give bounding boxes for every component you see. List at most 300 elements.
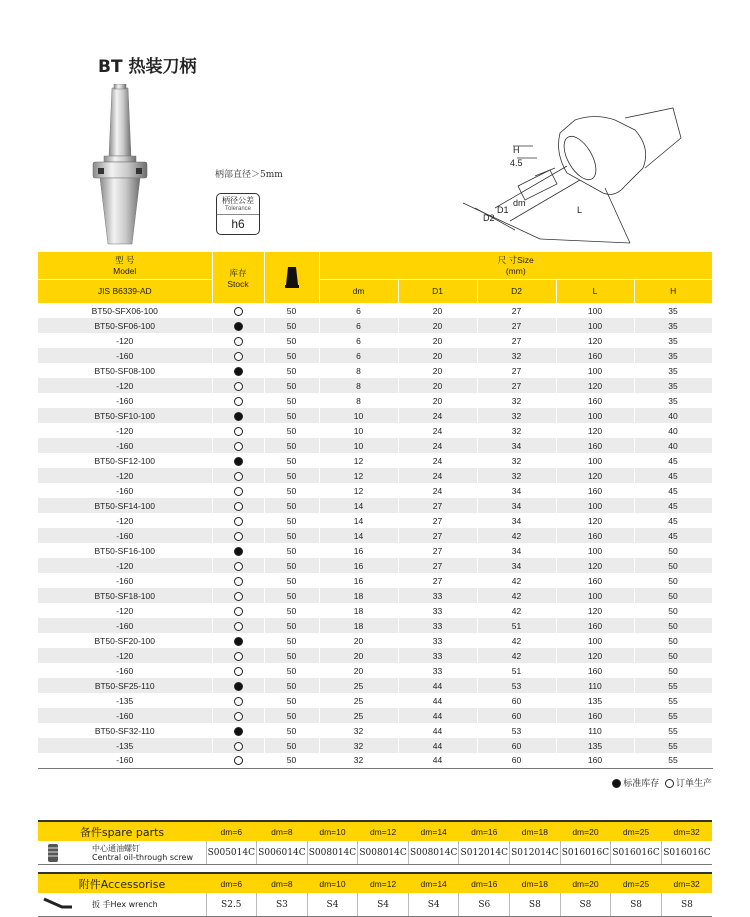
pack-cell: 50 <box>264 378 319 393</box>
model-cell: -160 <box>38 348 212 363</box>
pack-cell: 50 <box>264 483 319 498</box>
l-cell: 100 <box>556 498 634 513</box>
spare-value: S012014C <box>510 841 561 865</box>
stock-open-dot <box>234 352 243 361</box>
d1-cell: 33 <box>398 588 477 603</box>
d1-cell: 44 <box>398 723 477 738</box>
d2-cell: 42 <box>477 573 556 588</box>
l-cell: 100 <box>556 633 634 648</box>
l-cell: 120 <box>556 378 634 393</box>
stock-open-dot <box>234 307 243 316</box>
l-cell: 120 <box>556 333 634 348</box>
stock-cell <box>212 438 264 453</box>
stock-header: 库存 Stock <box>212 252 264 303</box>
d2-cell: 32 <box>477 408 556 423</box>
d1-cell: 20 <box>398 318 477 333</box>
h-cell: 55 <box>634 738 712 753</box>
dm-cell: 25 <box>319 678 398 693</box>
legend-order: 订单生产 <box>675 779 712 789</box>
pack-cell: 50 <box>264 333 319 348</box>
dm-cell: 12 <box>319 483 398 498</box>
h-cell: 50 <box>634 603 712 618</box>
pack-cell: 50 <box>264 453 319 468</box>
model-cell: BT50-SF10-100 <box>38 408 212 423</box>
stock-open-dot <box>234 756 243 765</box>
l-cell: 120 <box>556 423 634 438</box>
stock-filled-dot <box>234 322 243 331</box>
d2-cell: 34 <box>477 513 556 528</box>
l-cell: 100 <box>556 303 634 318</box>
h-cell: 45 <box>634 528 712 543</box>
pack-cell: 50 <box>264 648 319 663</box>
dm-cell: 14 <box>319 513 398 528</box>
stock-open-dot <box>234 622 243 631</box>
model-cell: -160 <box>38 573 212 588</box>
l-cell: 120 <box>556 558 634 573</box>
pack-cell: 50 <box>264 588 319 603</box>
accessorise-size-header: dm=6 <box>206 873 257 893</box>
dm-cell: 6 <box>319 348 398 363</box>
h-cell: 35 <box>634 303 712 318</box>
d1-cell: 33 <box>398 663 477 678</box>
accessorise-size-header: dm=12 <box>358 873 409 893</box>
l-cell: 120 <box>556 513 634 528</box>
model-cell: BT50-SF16-100 <box>38 543 212 558</box>
model-cell: -135 <box>38 738 212 753</box>
dm-cell: 25 <box>319 693 398 708</box>
stock-cell <box>212 453 264 468</box>
spare-value: S005014C <box>206 841 257 865</box>
h-cell: 50 <box>634 558 712 573</box>
model-cell: -120 <box>38 603 212 618</box>
spare-value: S016016C <box>661 841 712 865</box>
stock-cell <box>212 663 264 678</box>
l-cell: 160 <box>556 573 634 588</box>
stock-open-dot <box>234 667 243 676</box>
dm-cell: 18 <box>319 588 398 603</box>
stock-cell <box>212 648 264 663</box>
accessorise-table <box>38 872 712 917</box>
d1-cell: 33 <box>398 603 477 618</box>
d1-cell: 20 <box>398 348 477 363</box>
stock-open-dot <box>234 712 243 721</box>
dm-cell: 6 <box>319 333 398 348</box>
spare-size-header: dm=12 <box>358 821 409 841</box>
table-row <box>38 318 712 333</box>
model-cell: BT50-SF08-100 <box>38 363 212 378</box>
stock-open-dot <box>234 607 243 616</box>
accessorise-value: S8 <box>661 893 712 917</box>
d2-cell: 34 <box>477 483 556 498</box>
model-cell: -120 <box>38 378 212 393</box>
spare-size-header: dm=8 <box>257 821 308 841</box>
accessorise-size-header: dm=16 <box>459 873 510 893</box>
d2-cell: 34 <box>477 558 556 573</box>
dm-cell: 32 <box>319 723 398 738</box>
d1-cell: 20 <box>398 378 477 393</box>
dm-cell: 18 <box>319 603 398 618</box>
d1-cell: 44 <box>398 738 477 753</box>
legend <box>612 776 712 789</box>
table-row <box>38 333 712 348</box>
d2-cell: 32 <box>477 453 556 468</box>
accessorise-value: S4 <box>358 893 409 917</box>
tolerance-box <box>216 193 260 235</box>
accessorise-value: S3 <box>257 893 308 917</box>
h-cell: 50 <box>634 543 712 558</box>
table-row <box>38 378 712 393</box>
pack-cell: 50 <box>264 558 319 573</box>
table-row <box>38 348 712 363</box>
h-cell: 55 <box>634 708 712 723</box>
pack-cell: 50 <box>264 693 319 708</box>
dm-cell: 32 <box>319 738 398 753</box>
stock-open-dot <box>234 517 243 526</box>
spare-value: S008014C <box>307 841 358 865</box>
l-cell: 100 <box>556 453 634 468</box>
spare-value: S016016C <box>611 841 662 865</box>
accessorise-value: S2.5 <box>206 893 257 917</box>
pack-cell: 50 <box>264 618 319 633</box>
d2-cell: 34 <box>477 543 556 558</box>
table-row <box>38 603 712 618</box>
l-cell: 100 <box>556 408 634 423</box>
model-cell: BT50-SF25-110 <box>38 678 212 693</box>
stock-cell <box>212 618 264 633</box>
h-cell: 50 <box>634 648 712 663</box>
accessorise-size-header: dm=25 <box>611 873 662 893</box>
d1-cell: 44 <box>398 678 477 693</box>
pack-cell: 50 <box>264 603 319 618</box>
col-L-header: L <box>556 279 634 303</box>
stock-cell <box>212 543 264 558</box>
d1-cell: 20 <box>398 393 477 408</box>
l-cell: 100 <box>556 588 634 603</box>
dm-cell: 6 <box>319 318 398 333</box>
model-cell: -160 <box>38 483 212 498</box>
table-row <box>38 663 712 678</box>
dm-cell: 10 <box>319 438 398 453</box>
d2-cell: 34 <box>477 438 556 453</box>
spare-value: S012014C <box>459 841 510 865</box>
accessorise-title: 附件Accessorise <box>38 873 206 893</box>
model-cell: BT50-SF12-100 <box>38 453 212 468</box>
d2-cell: 27 <box>477 303 556 318</box>
dm-cell: 10 <box>319 408 398 423</box>
model-cell: -135 <box>38 693 212 708</box>
diagram-label-dm: dm <box>513 198 526 208</box>
size-header: 尺 寸Size (mm) <box>319 252 712 279</box>
model-cell: -160 <box>38 393 212 408</box>
table-row <box>38 588 712 603</box>
table-row <box>38 438 712 453</box>
pack-cell: 50 <box>264 663 319 678</box>
h-cell: 35 <box>634 333 712 348</box>
stock-cell <box>212 333 264 348</box>
l-cell: 160 <box>556 708 634 723</box>
d2-cell: 27 <box>477 378 556 393</box>
spare-value: S016016C <box>560 841 611 865</box>
table-row <box>38 618 712 633</box>
h-cell: 50 <box>634 588 712 603</box>
l-cell: 160 <box>556 483 634 498</box>
stock-open-dot <box>234 397 243 406</box>
h-cell: 55 <box>634 723 712 738</box>
h-cell: 40 <box>634 423 712 438</box>
d1-cell: 33 <box>398 648 477 663</box>
package-icon <box>284 265 300 289</box>
stock-cell <box>212 573 264 588</box>
accessorise-size-header: dm=32 <box>661 873 712 893</box>
stock-cell <box>212 498 264 513</box>
d2-cell: 27 <box>477 363 556 378</box>
stock-cell <box>212 528 264 543</box>
spare-value: S008014C <box>358 841 409 865</box>
accessorise-item: 扳 手Hex wrench <box>38 893 206 917</box>
stock-cell <box>212 753 264 768</box>
pack-cell: 50 <box>264 528 319 543</box>
stock-open-dot <box>234 697 243 706</box>
l-cell: 160 <box>556 663 634 678</box>
dm-cell: 32 <box>319 753 398 768</box>
d1-cell: 20 <box>398 363 477 378</box>
stock-open-dot <box>234 502 243 511</box>
model-cell: -120 <box>38 513 212 528</box>
spare-size-header: dm=32 <box>661 821 712 841</box>
d1-cell: 27 <box>398 558 477 573</box>
dm-cell: 14 <box>319 528 398 543</box>
d2-cell: 42 <box>477 648 556 663</box>
accessorise-value: S6 <box>459 893 510 917</box>
l-cell: 110 <box>556 723 634 738</box>
table-row <box>38 693 712 708</box>
dm-cell: 20 <box>319 648 398 663</box>
pack-cell: 50 <box>264 363 319 378</box>
table-row <box>38 633 712 648</box>
col-H-header: H <box>634 279 712 303</box>
stock-cell <box>212 558 264 573</box>
h-cell: 55 <box>634 678 712 693</box>
model-cell: -120 <box>38 468 212 483</box>
pack-cell: 50 <box>264 633 319 648</box>
model-cell: -160 <box>38 438 212 453</box>
stock-cell <box>212 468 264 483</box>
l-cell: 135 <box>556 693 634 708</box>
table-row <box>38 453 712 468</box>
pack-cell: 50 <box>264 678 319 693</box>
stock-cell <box>212 378 264 393</box>
spare-size-header: dm=16 <box>459 821 510 841</box>
accessorise-value: S4 <box>408 893 459 917</box>
model-cell: -160 <box>38 618 212 633</box>
stock-filled-dot <box>234 367 243 376</box>
accessorise-size-header: dm=10 <box>307 873 358 893</box>
table-row <box>38 408 712 423</box>
d1-cell: 20 <box>398 333 477 348</box>
l-cell: 120 <box>556 648 634 663</box>
dm-cell: 16 <box>319 558 398 573</box>
l-cell: 110 <box>556 678 634 693</box>
spare-parts-table <box>38 820 712 865</box>
model-cell: -160 <box>38 708 212 723</box>
table-row <box>38 738 712 753</box>
d1-cell: 27 <box>398 498 477 513</box>
model-cell: -120 <box>38 423 212 438</box>
stock-cell <box>212 348 264 363</box>
stock-open-dot <box>234 577 243 586</box>
d2-cell: 32 <box>477 393 556 408</box>
dm-cell: 8 <box>319 363 398 378</box>
stock-open-dot <box>234 562 243 571</box>
pack-cell: 50 <box>264 573 319 588</box>
d2-cell: 42 <box>477 528 556 543</box>
d2-cell: 32 <box>477 348 556 363</box>
model-cell: BT50-SF32-110 <box>38 723 212 738</box>
table-row <box>38 648 712 663</box>
dm-cell: 16 <box>319 573 398 588</box>
d2-cell: 53 <box>477 723 556 738</box>
d2-cell: 27 <box>477 318 556 333</box>
pack-cell: 50 <box>264 303 319 318</box>
pack-cell: 50 <box>264 543 319 558</box>
table-row <box>38 723 712 738</box>
pack-cell: 50 <box>264 438 319 453</box>
stock-cell <box>212 483 264 498</box>
l-cell: 100 <box>556 543 634 558</box>
stock-cell <box>212 423 264 438</box>
h-cell: 40 <box>634 408 712 423</box>
l-cell: 160 <box>556 528 634 543</box>
h-cell: 35 <box>634 378 712 393</box>
tolerance-label-cn: 柄径公差 <box>222 196 254 205</box>
accessorise-size-header: dm=14 <box>408 873 459 893</box>
d2-cell: 53 <box>477 678 556 693</box>
stock-cell <box>212 678 264 693</box>
page-title: BT 热装刀柄 <box>98 57 197 77</box>
model-cell: BT50-SF14-100 <box>38 498 212 513</box>
pack-cell: 50 <box>264 423 319 438</box>
d1-cell: 44 <box>398 693 477 708</box>
stock-filled-dot <box>234 412 243 421</box>
table-row <box>38 498 712 513</box>
d1-cell: 44 <box>398 753 477 768</box>
table-row <box>38 513 712 528</box>
d1-cell: 24 <box>398 453 477 468</box>
spare-size-header: dm=14 <box>408 821 459 841</box>
col-dm-header: dm <box>319 279 398 303</box>
model-cell: -120 <box>38 648 212 663</box>
spare-value: S006014C <box>257 841 308 865</box>
product-table <box>38 252 713 769</box>
d2-cell: 42 <box>477 633 556 648</box>
spare-size-header: dm=10 <box>307 821 358 841</box>
accessorise-size-header: dm=8 <box>257 873 308 893</box>
h-cell: 40 <box>634 438 712 453</box>
dm-cell: 12 <box>319 453 398 468</box>
stock-open-dot <box>234 337 243 346</box>
legend-open-dot <box>665 779 674 788</box>
model-cell: BT50-SF06-100 <box>38 318 212 333</box>
stock-cell <box>212 513 264 528</box>
d1-cell: 33 <box>398 633 477 648</box>
h-cell: 55 <box>634 693 712 708</box>
table-row <box>38 543 712 558</box>
tolerance-value: h6 <box>231 217 245 231</box>
l-cell: 120 <box>556 468 634 483</box>
package-header <box>264 252 319 303</box>
dm-cell: 20 <box>319 663 398 678</box>
d1-cell: 44 <box>398 708 477 723</box>
diagram-label-L: L <box>577 205 583 215</box>
d1-cell: 24 <box>398 438 477 453</box>
col-D2-header: D2 <box>477 279 556 303</box>
stock-cell <box>212 693 264 708</box>
tolerance-label-en: Tolerance <box>217 206 259 215</box>
stock-cell <box>212 723 264 738</box>
stock-open-dot <box>234 742 243 751</box>
spare-item: 中心通油螺钉 Central oil-through screw <box>38 841 206 865</box>
accessorise-value: S8 <box>510 893 561 917</box>
d2-cell: 60 <box>477 693 556 708</box>
stock-cell <box>212 408 264 423</box>
dm-cell: 6 <box>319 303 398 318</box>
stock-filled-dot <box>234 682 243 691</box>
table-row <box>38 678 712 693</box>
d1-cell: 24 <box>398 423 477 438</box>
d1-cell: 27 <box>398 528 477 543</box>
spare-parts-title: 备件spare parts <box>38 821 206 841</box>
table-row <box>38 468 712 483</box>
model-cell: -120 <box>38 558 212 573</box>
accessorise-size-header: dm=20 <box>560 873 611 893</box>
stock-cell <box>212 633 264 648</box>
table-row <box>38 558 712 573</box>
table-row <box>38 753 712 768</box>
model-cell: -160 <box>38 663 212 678</box>
spare-value: S008014C <box>408 841 459 865</box>
stock-cell <box>212 318 264 333</box>
accessorise-value: S8 <box>611 893 662 917</box>
model-cell: -160 <box>38 753 212 768</box>
table-row <box>38 303 712 318</box>
dm-cell: 8 <box>319 378 398 393</box>
table-row <box>38 363 712 378</box>
h-cell: 50 <box>634 573 712 588</box>
l-cell: 100 <box>556 363 634 378</box>
stock-filled-dot <box>234 457 243 466</box>
d2-cell: 60 <box>477 753 556 768</box>
pack-cell: 50 <box>264 738 319 753</box>
d1-cell: 24 <box>398 408 477 423</box>
diagram-label-H: H <box>513 145 520 155</box>
stock-cell <box>212 393 264 408</box>
table-row <box>38 528 712 543</box>
pack-cell: 50 <box>264 753 319 768</box>
accessorise-value: S4 <box>307 893 358 917</box>
table-row <box>38 393 712 408</box>
col-D1-header: D1 <box>398 279 477 303</box>
h-cell: 55 <box>634 753 712 768</box>
pack-cell: 50 <box>264 723 319 738</box>
model-header: 型 号 Model <box>38 252 212 279</box>
h-cell: 45 <box>634 498 712 513</box>
d1-cell: 27 <box>398 543 477 558</box>
accessorise-size-header: dm=18 <box>510 873 561 893</box>
d2-cell: 51 <box>477 618 556 633</box>
dm-cell: 12 <box>319 468 398 483</box>
h-cell: 45 <box>634 513 712 528</box>
dm-cell: 16 <box>319 543 398 558</box>
